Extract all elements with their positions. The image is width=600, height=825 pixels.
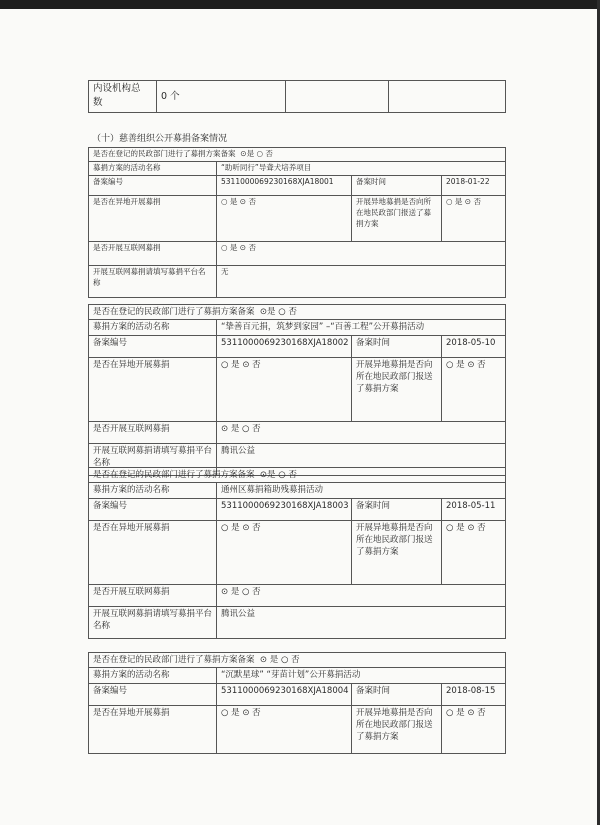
remote-label: 是否在异地开展募捐 xyxy=(89,357,217,421)
record-time-label: 备案时间 xyxy=(352,175,442,195)
activity-name-label: 募捐方案的活动名称 xyxy=(89,320,217,335)
platform-value: 无 xyxy=(217,265,506,297)
record-no-label: 备案编号 xyxy=(89,683,217,705)
platform-label: 开展互联网募捐请填写募捐平台名称 xyxy=(89,443,217,475)
activity-name-value: “沉默星球” “芽苗计划”公开募捐活动 xyxy=(217,668,506,683)
activity-name-value: “助听同行”导聋犬培养项目 xyxy=(217,161,506,175)
online-value: ○ 是 ⊙ 否 xyxy=(217,241,506,265)
activity-name-label: 募捐方案的活动名称 xyxy=(89,668,217,683)
remote-report-value: ○ 是 ⊙ 否 xyxy=(442,357,506,421)
record-time-label: 备案时间 xyxy=(352,335,442,357)
platform-value: 腾讯公益 xyxy=(217,443,506,475)
remote-label: 是否在异地开展募捐 xyxy=(89,195,217,241)
record-time-value: 2018-05-10 xyxy=(442,335,506,357)
online-label: 是否开展互联网募捐 xyxy=(89,584,217,606)
platform-label: 开展互联网募捐请填写募捐平台名称 xyxy=(89,265,217,297)
remote-report-value: ○ 是 ⊙ 否 xyxy=(442,520,506,584)
activity-name-value: “挚善百元捐，筑梦到家园” –“百善工程”公开募捐活动 xyxy=(217,320,506,335)
online-value: ⊙ 是 ○ 否 xyxy=(217,421,506,443)
record-time-value: 2018-01-22 xyxy=(442,175,506,195)
empty-cell xyxy=(286,81,389,113)
remote-label: 是否在异地开展募捐 xyxy=(89,705,217,753)
record-no-label: 备案编号 xyxy=(89,498,217,520)
filed-row: 是否在登记的民政部门进行了募捐方案备案 ⊙ 是 ○ 否 xyxy=(89,653,506,668)
filed-row: 是否在登记的民政部门进行了募捐方案备案 ⊙是 ○ 否 xyxy=(89,468,506,483)
record-no-label: 备案编号 xyxy=(89,175,217,195)
activity-name-label: 募捐方案的活动名称 xyxy=(89,161,217,175)
online-value: ⊙ 是 ○ 否 xyxy=(217,584,506,606)
platform-label: 开展互联网募捐请填写募捐平台名称 xyxy=(89,606,217,638)
scan-border-top xyxy=(0,0,600,9)
fundraising-record-1 xyxy=(88,147,506,298)
record-time-value: 2018-05-11 xyxy=(442,498,506,520)
internal-units-label: 内设机构总 数 xyxy=(89,81,157,113)
remote-report-label: 开展异地募捐是否向所在地民政部门报送了募捐方案 xyxy=(352,705,442,753)
fundraising-record-4 xyxy=(88,652,506,754)
remote-value: ○ 是 ⊙ 否 xyxy=(217,195,352,241)
org-structure-table xyxy=(88,80,506,113)
remote-report-value: ○ 是 ⊙ 否 xyxy=(442,705,506,753)
remote-report-value: ○ 是 ⊙ 否 xyxy=(442,195,506,241)
record-time-label: 备案时间 xyxy=(352,683,442,705)
remote-report-label: 开展异地募捐是否向所在地民政部门报送了募捐方案 xyxy=(352,195,442,241)
empty-cell xyxy=(389,81,506,113)
activity-name-label: 募捐方案的活动名称 xyxy=(89,483,217,498)
fundraising-record-3 xyxy=(88,467,506,639)
fundraising-record-2 xyxy=(88,304,506,476)
record-no-value: 5311000069230168XJA18003 xyxy=(217,498,352,520)
remote-label: 是否在异地开展募捐 xyxy=(89,520,217,584)
remote-value: ○ 是 ⊙ 否 xyxy=(217,357,352,421)
filed-row: 是否在登记的民政部门进行了募捐方案备案 ⊙是 ○ 否 xyxy=(89,148,506,162)
record-no-value: 5311000069230168XJA18001 xyxy=(217,175,352,195)
internal-units-value: 0 个 xyxy=(157,81,286,113)
activity-name-value: 通州区募捐箱助残募捐活动 xyxy=(217,483,506,498)
remote-value: ○ 是 ⊙ 否 xyxy=(217,520,352,584)
platform-value: 腾讯公益 xyxy=(217,606,506,638)
record-no-label: 备案编号 xyxy=(89,335,217,357)
section-title: （十）慈善组织公开募捐备案情况 xyxy=(92,134,228,144)
filed-row: 是否在登记的民政部门进行了募捐方案备案 ⊙是 ○ 否 xyxy=(89,305,506,320)
remote-report-label: 开展异地募捐是否向所在地民政部门报送了募捐方案 xyxy=(352,357,442,421)
remote-report-label: 开展异地募捐是否向所在地民政部门报送了募捐方案 xyxy=(352,520,442,584)
record-time-label: 备案时间 xyxy=(352,498,442,520)
record-time-value: 2018-08-15 xyxy=(442,683,506,705)
online-label: 是否开展互联网募捐 xyxy=(89,421,217,443)
record-no-value: 5311000069230168XJA18002 xyxy=(217,335,352,357)
online-label: 是否开展互联网募捐 xyxy=(89,241,217,265)
remote-value: ○ 是 ⊙ 否 xyxy=(217,705,352,753)
record-no-value: 5311000069230168XJA18004 xyxy=(217,683,352,705)
